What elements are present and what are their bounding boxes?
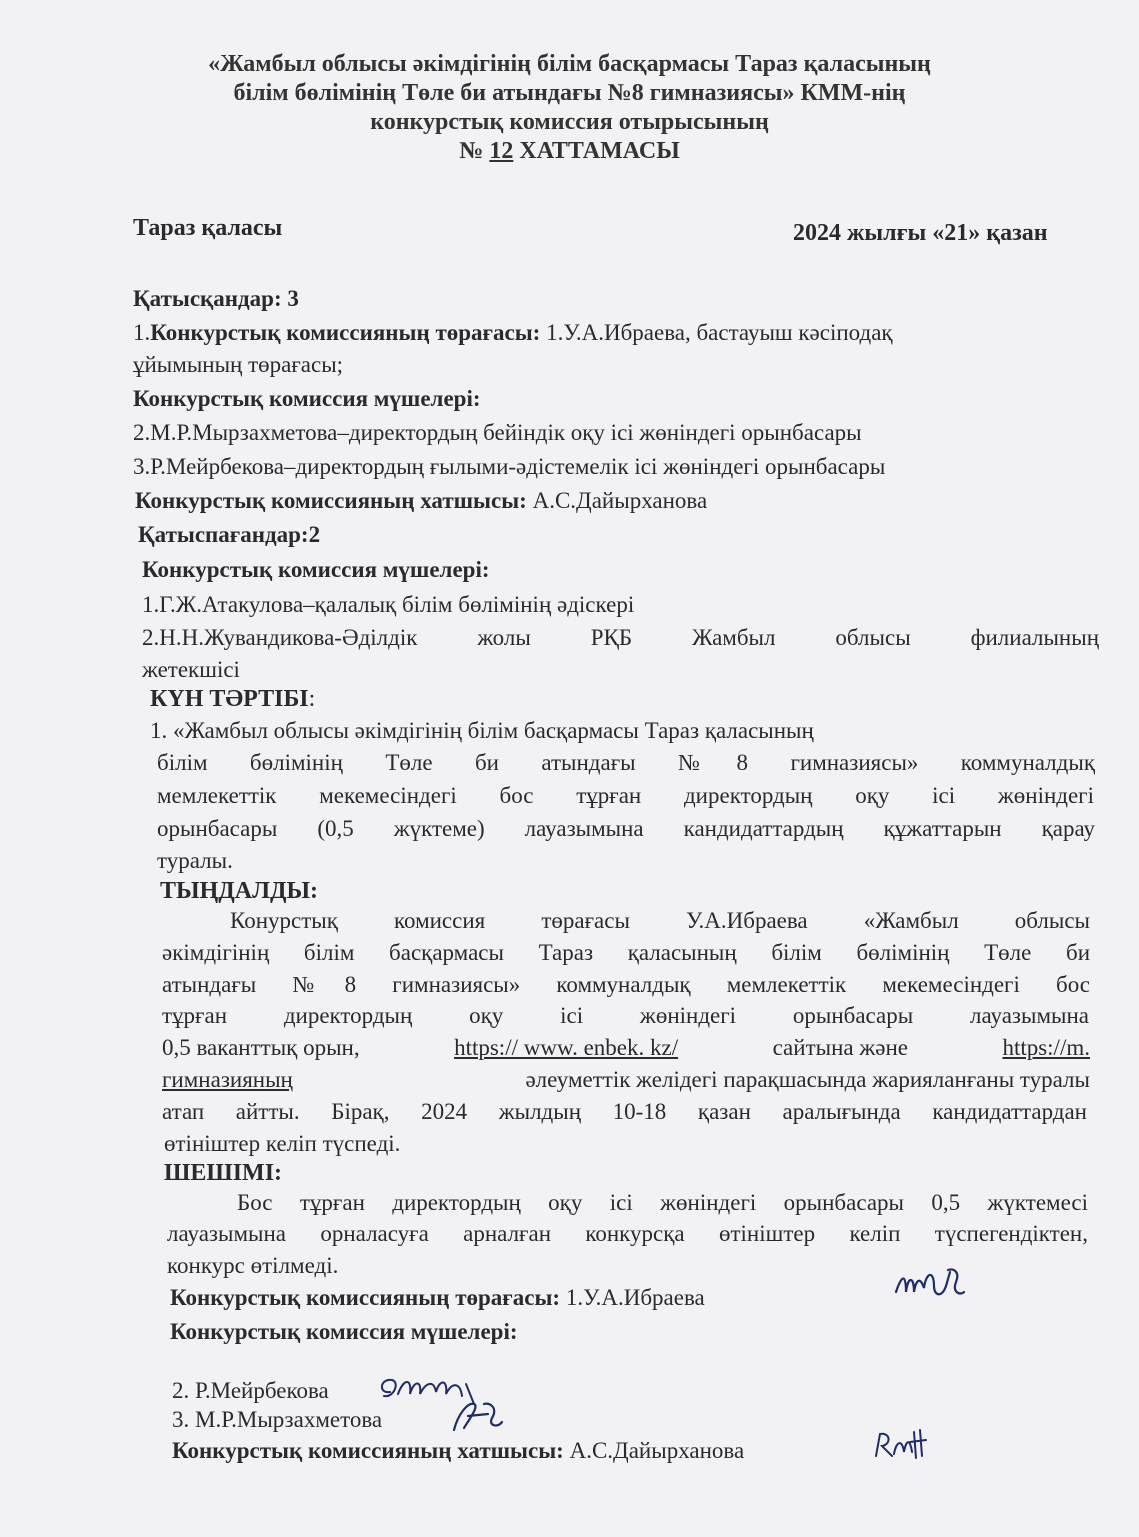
sign-chair-name: 1.У.А.Ибраева	[560, 1285, 705, 1310]
attended-chair-line	[133, 318, 893, 347]
heard-line-5-mid: сайтына және	[772, 1035, 908, 1060]
decision-line-1: Бос тұрған директордың оқу ісі жөніндегі орынбасары 0,5 жүктемесі	[237, 1190, 1088, 1215]
absent-member-1: 1.Г.Ж.Атакулова–қалалық білім бөлімінің әдіскері	[142, 592, 635, 617]
chair-label: Конкурстық комиссияның төрағасы:	[150, 320, 541, 345]
absent-member-2: 2.Н.Н.Жувандикова-Әділдік жолы РҚБ Жамбыл облысы филиалының	[142, 625, 1099, 650]
sign-member-2: 2. Р.Мейрбекова	[172, 1378, 329, 1403]
agenda-item-1-line-1: 1. «Жамбыл облысы әкімдігінің білім басқармасы Тараз қаласының	[150, 718, 814, 743]
absent-member-2-continued: жетекшісі	[142, 657, 240, 682]
chair-text: 1.У.А.Ибраева, бастауыш кәсіподақ	[540, 320, 893, 345]
absent-members-label: Конкурстық комиссия мүшелері:	[142, 557, 490, 582]
header-line-2: білім бөлімінің Төле би атындағы №8 гимназиясы» КММ-нің	[233, 80, 906, 106]
attended-member-2: 2.М.Р.Мырзахметова–директордың бейіндік оқу ісі жөніндегі орынбасары	[133, 420, 862, 445]
agenda-item-1-line-5: туралы.	[157, 848, 233, 873]
enbek-link[interactable]: https:// www. enbek. kz/	[454, 1035, 679, 1060]
absent-label: Қатыспағандар:2	[138, 522, 321, 547]
decision-line-3: конкурс өтілмеді.	[167, 1253, 339, 1278]
agenda-item-1-line-2: білім бөлімінің Төле би атындағы №8 гимназиясы» коммуналдық	[157, 750, 1095, 775]
document-header	[0, 50, 1139, 166]
signature-chair-line	[170, 1283, 705, 1312]
heard-line-8: өтініштер келіп түспеді.	[164, 1131, 401, 1156]
attended-member-3: 3.Р.Мейрбекова–директордың ғылыми-әдістемелік ісі жөніндегі орынбасары	[133, 454, 886, 479]
sign-secretary-label: Конкурстық комиссияның хатшысы:	[172, 1438, 564, 1463]
heard-line-1: Конурстық комиссия төрағасы У.А.Ибраева «Жамбыл облысы	[230, 908, 1090, 933]
decision-label: ШЕШІМІ:	[164, 1160, 283, 1186]
chair-text-continued: ұйымының төрағасы;	[133, 352, 344, 377]
protocol-number: 12	[489, 138, 514, 164]
secretary-signature	[870, 1424, 932, 1464]
protocol-title: ХАТТАМАСЫ	[519, 138, 680, 164]
member-3-signature	[444, 1394, 510, 1436]
heard-label: ТЫҢДАЛДЫ:	[160, 878, 319, 904]
protocol-number-line	[0, 137, 1139, 166]
date: 2024 жылғы «21» қазан	[793, 220, 1048, 246]
heard-line-6-text: әлеуметтік желідегі парақшасында жарияланғаны туралы	[525, 1067, 1090, 1092]
chair-signature	[890, 1262, 970, 1306]
header-line-3: конкурстық комиссия отырысының	[370, 109, 769, 135]
sign-members-label: Конкурстық комиссия мүшелері:	[170, 1319, 518, 1344]
agenda-colon: :	[308, 686, 316, 712]
agenda-item-1-line-4: орынбасары (0,5 жүктеме) лауазымына кандидаттардың құжаттарын қарау	[157, 816, 1095, 841]
chair-number: 1.	[133, 320, 151, 345]
sign-member-3: 3. М.Р.Мырзахметова	[172, 1407, 383, 1432]
agenda-label: КҮН ТӘРТІБІ	[150, 686, 309, 712]
decision-line-2: лауазымына орналасуға арналған конкурсқа өтініштер келіп түспегендіктен,	[167, 1221, 1088, 1246]
signature-secretary-line	[172, 1436, 744, 1465]
attended-members-label: Конкурстық комиссия мүшелері:	[133, 386, 481, 411]
secretary-label: Конкурстық комиссияның хатшысы:	[135, 488, 527, 513]
place: Тараз қаласы	[133, 215, 283, 241]
attended-label: Қатысқандар: 3	[133, 286, 299, 311]
number-sign: №	[459, 138, 484, 164]
heard-line-7: атап айтты. Бірақ, 2024 жылдың 10-18 қазан аралығында кандидаттардан	[162, 1099, 1087, 1124]
sign-chair-label: Конкурстық комиссияның төрағасы:	[170, 1285, 561, 1310]
social-link[interactable]: https://m.	[1002, 1035, 1090, 1060]
agenda-label-line	[150, 685, 315, 714]
heard-line-6	[162, 1065, 1090, 1094]
attended-secretary-line	[135, 486, 707, 515]
heard-line-3: атындағы №8 гимназиясы» коммуналдық мемлекеттік мекемесіндегі бос	[162, 972, 1090, 997]
heard-line-5	[162, 1033, 1090, 1062]
sign-secretary-name: А.С.Дайырханова	[563, 1438, 745, 1463]
heard-line-2: әкімдігінің білім басқармасы Тараз қаласының білім бөлімінің Төле би	[162, 940, 1090, 965]
agenda-item-1-line-3: мемлекеттік мекемесіндегі бос тұрған директордың оқу ісі жөніндегі	[157, 783, 1094, 808]
heard-line-4: тұрған директордың оқу ісі жөніндегі орынбасары лауазымына	[162, 1003, 1089, 1028]
gymnasium-link[interactable]: гимназияның	[162, 1067, 293, 1092]
header-line-1: «Жамбыл облысы әкімдігінің білім басқармасы Тараз қаласының	[208, 51, 931, 77]
heard-line-5-text: 0,5 ваканттық орын,	[162, 1035, 360, 1060]
secretary-name: А.С.Дайырханова	[526, 488, 708, 513]
